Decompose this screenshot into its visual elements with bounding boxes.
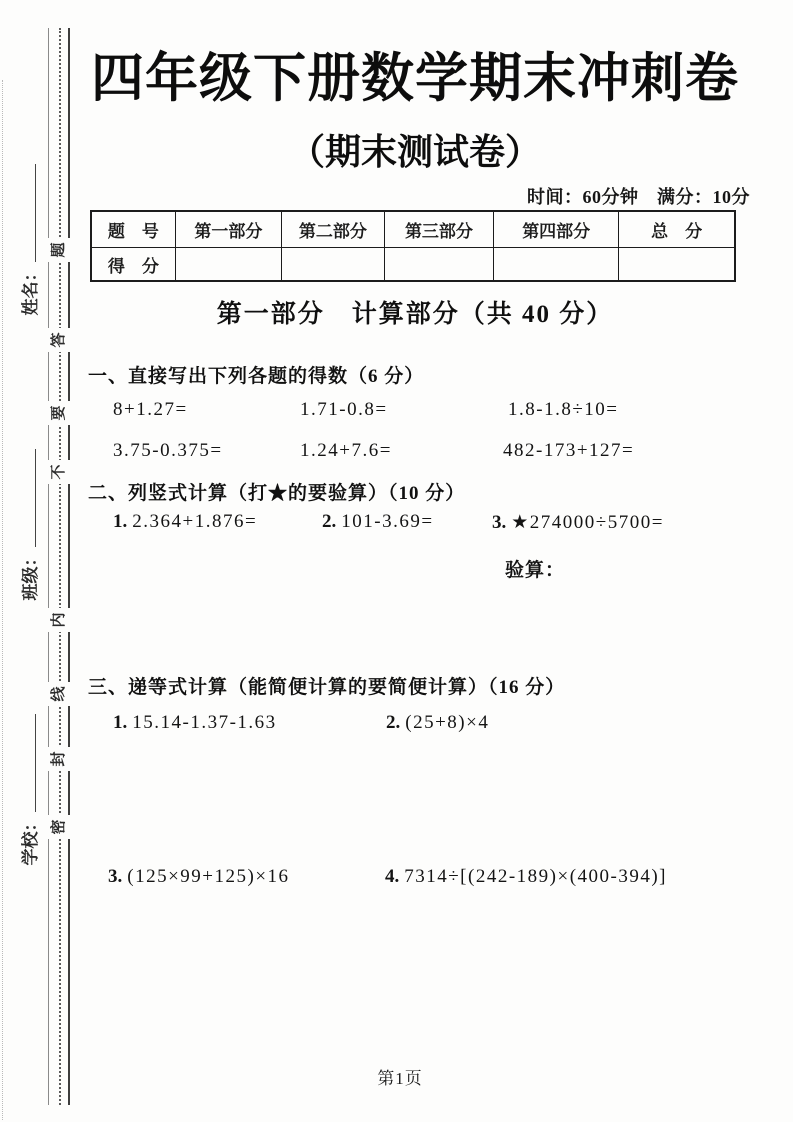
section1-title: 一、直接写出下列各题的得数（6 分） [88,366,425,387]
seal-char: 密 [48,815,70,839]
name-field-blank-line [21,165,36,263]
equation: 3.75-0.375= [113,440,223,461]
score-table-header: 第四部分 [494,211,619,248]
item-number: 1. [113,712,128,733]
equation: 1.24+7.6= [300,440,392,461]
page-number: 第1页 [377,1069,423,1088]
score-table-value-row [91,248,735,282]
seal-char: 封 [48,747,70,771]
score-row-label: 得 分 [91,248,175,282]
school-field-blank-line [21,715,36,813]
seal-char: 不 [48,460,70,484]
equation: 1.8-1.8÷10= [508,399,619,420]
seal-char: 要 [48,401,70,425]
item-number: 2. [322,511,337,532]
score-table-header: 第三部分 [384,211,493,248]
score-cell [619,248,735,282]
score-cell [175,248,281,282]
item-number: 2. [386,712,401,733]
equation: 1.71-0.8= [300,399,388,420]
item-expression: ★274000÷5700= [511,512,664,533]
item-expression: (125×99+125)×16 [127,866,290,887]
item-number: 3. [108,866,123,887]
item-expression: 101-3.69= [341,511,434,532]
verification-label: 验算： [505,560,566,581]
problem-item [385,866,667,888]
page-subtitle: （期末测试卷） [288,132,541,173]
page-title: 四年级下册数学期末冲刺卷 [91,48,739,109]
score-table-header-row [91,211,735,248]
page-border-line [68,28,70,1105]
school-field [16,700,40,880]
class-field-blank-line [21,450,36,548]
problem-item [113,712,277,734]
score-table-header: 总 分 [619,211,735,248]
seal-char: 线 [48,682,70,706]
class-field [16,435,40,615]
part1-heading: 第一部分 计算部分（共 40 分） [216,301,614,328]
equation: 8+1.27= [113,399,188,420]
problem-item [108,866,290,888]
score-table-header: 第二部分 [281,211,384,248]
scan-edge-dotted-line [2,80,3,1120]
item-expression: 7314÷[(242-189)×(400-394)] [404,866,668,887]
score-cell [281,248,384,282]
name-field-label: 姓名： [21,264,40,316]
item-number: 3. [492,512,507,533]
item-number: 4. [385,866,400,887]
problem-item [322,511,434,533]
item-expression: 2.364+1.876= [132,511,258,532]
seal-char: 答 [48,328,70,352]
score-table-header: 题 号 [91,211,175,248]
seal-inner-line [48,28,49,1105]
item-number: 1. [113,511,128,532]
problem-item [113,511,257,533]
problem-item [492,511,664,534]
class-field-label: 班级： [21,549,40,601]
score-table-header: 第一部分 [175,211,281,248]
item-expression: (25+8)×4 [405,712,490,733]
score-cell [384,248,493,282]
section2-title: 二、列竖式计算（打★的要验算）（10 分） [88,483,466,504]
score-table [90,210,736,282]
seal-dotted-line [59,28,61,1105]
item-expression: 15.14-1.37-1.63 [132,712,277,733]
problem-item [386,712,489,734]
school-field-label: 学校： [21,814,40,866]
name-field [16,150,40,330]
seal-char: 题 [48,238,70,262]
seal-char: 内 [48,608,70,632]
score-cell [494,248,619,282]
section3-title: 三、递等式计算（能简便计算的要简便计算）（16 分） [88,677,566,698]
time-score-info: 时间：60分钟 满分：10分 [527,187,750,207]
equation: 482-173+127= [503,440,635,461]
